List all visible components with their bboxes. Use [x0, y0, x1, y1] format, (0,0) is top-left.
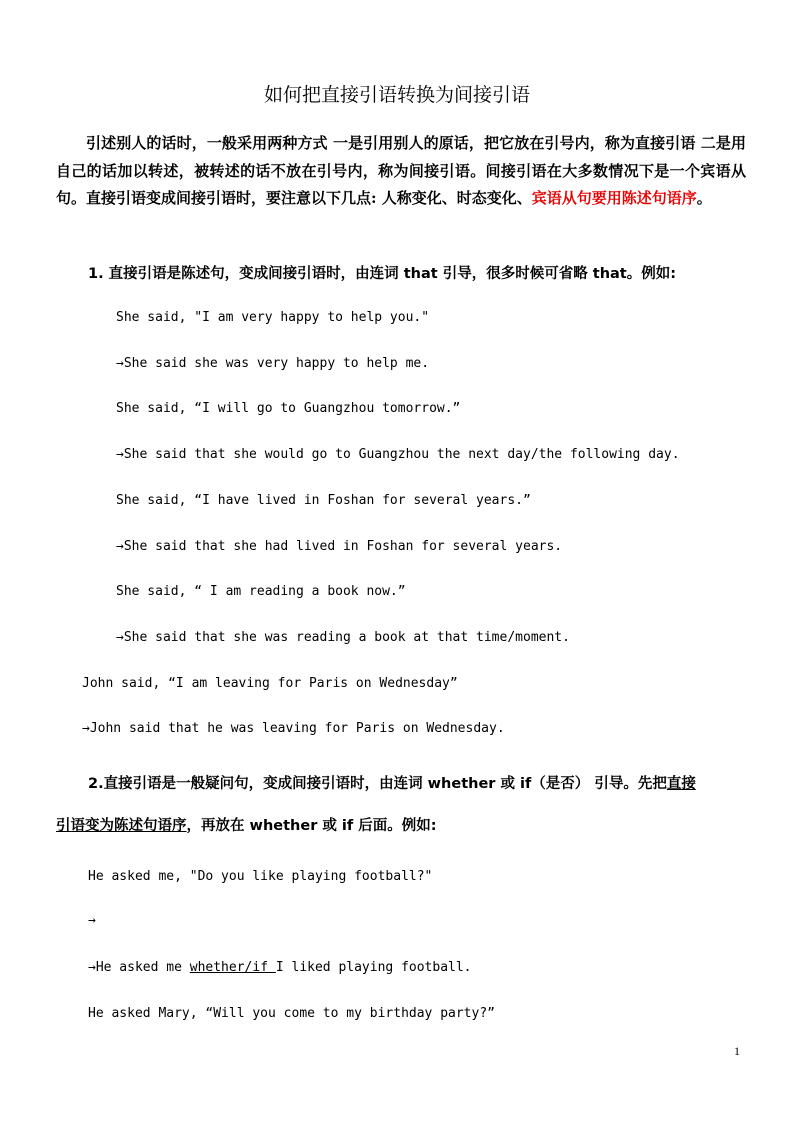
- example-line: She said, “I have lived in Foshan for several years.”: [116, 493, 531, 508]
- section2-heading-text: 2.直接引语是一般疑问句，变成间接引语时，由连词 whether 或 if（是否） 引导。先把: [88, 776, 667, 792]
- example-line: →She said that she was reading a book at that time/moment.: [116, 630, 570, 645]
- intro-text: 引述别人的话时，一般采用两种方式 一是引用别人的原话，把它放在引号内，称为直接引语 二是用自己的话加以转述，被转述的话不放在引号内，称为间接引语。间接引语在大多数情况下是一个宾语从句。直接引语变成间接引语时，要注意以下几点: 人称变化、时态变化、: [56, 134, 746, 207]
- section2-heading-underlined: 直接: [666, 776, 696, 792]
- arrow-icon: →: [88, 913, 96, 928]
- document-title: 如何把直接引语转换为间接引语: [263, 84, 530, 106]
- example-line: →She said she was very happy to help me.: [116, 356, 430, 371]
- answer-suffix: I liked playing football.: [275, 960, 472, 975]
- example-line: He asked me, "Do you like playing football?": [88, 869, 433, 884]
- section2-heading-rest: ，再放在 whether 或 if 后面。例如:: [186, 818, 437, 834]
- intro-highlight: 宾语从句要用陈述句语序: [531, 189, 697, 207]
- example-line: →She said that she had lived in Foshan for several years.: [116, 539, 563, 554]
- section1-heading: 1. 直接引语是陈述句，变成间接引语时，由连词 that 引导，很多时候可省略 that。例如:: [88, 266, 677, 282]
- intro-end: 。: [696, 189, 712, 207]
- section2-heading-continued: [56, 814, 437, 835]
- example-line: →She said that she would go to Guangzhou the next day/the following day.: [116, 447, 680, 462]
- example-line: [88, 960, 472, 975]
- page-number: 1: [734, 1044, 740, 1058]
- example-line: He asked Mary, “Will you come to my birthday party?”: [88, 1006, 495, 1021]
- section2-underlined-phrase: 引语变为陈述句语序: [56, 818, 187, 834]
- example-line: She said, “I will go to Guangzhou tomorrow.”: [116, 401, 461, 416]
- answer-prefix: →He asked me: [88, 960, 190, 975]
- example-line: John said, “I am leaving for Paris on Wednesday”: [82, 676, 458, 691]
- example-line: She said, "I am very happy to help you.": [116, 310, 430, 325]
- answer-blank: whether/if: [189, 960, 276, 975]
- example-line: →John said that he was leaving for Paris on Wednesday.: [82, 721, 505, 736]
- section2-heading: [88, 772, 696, 793]
- intro-paragraph: [56, 130, 746, 213]
- example-line: She said, “ I am reading a book now.”: [116, 584, 406, 599]
